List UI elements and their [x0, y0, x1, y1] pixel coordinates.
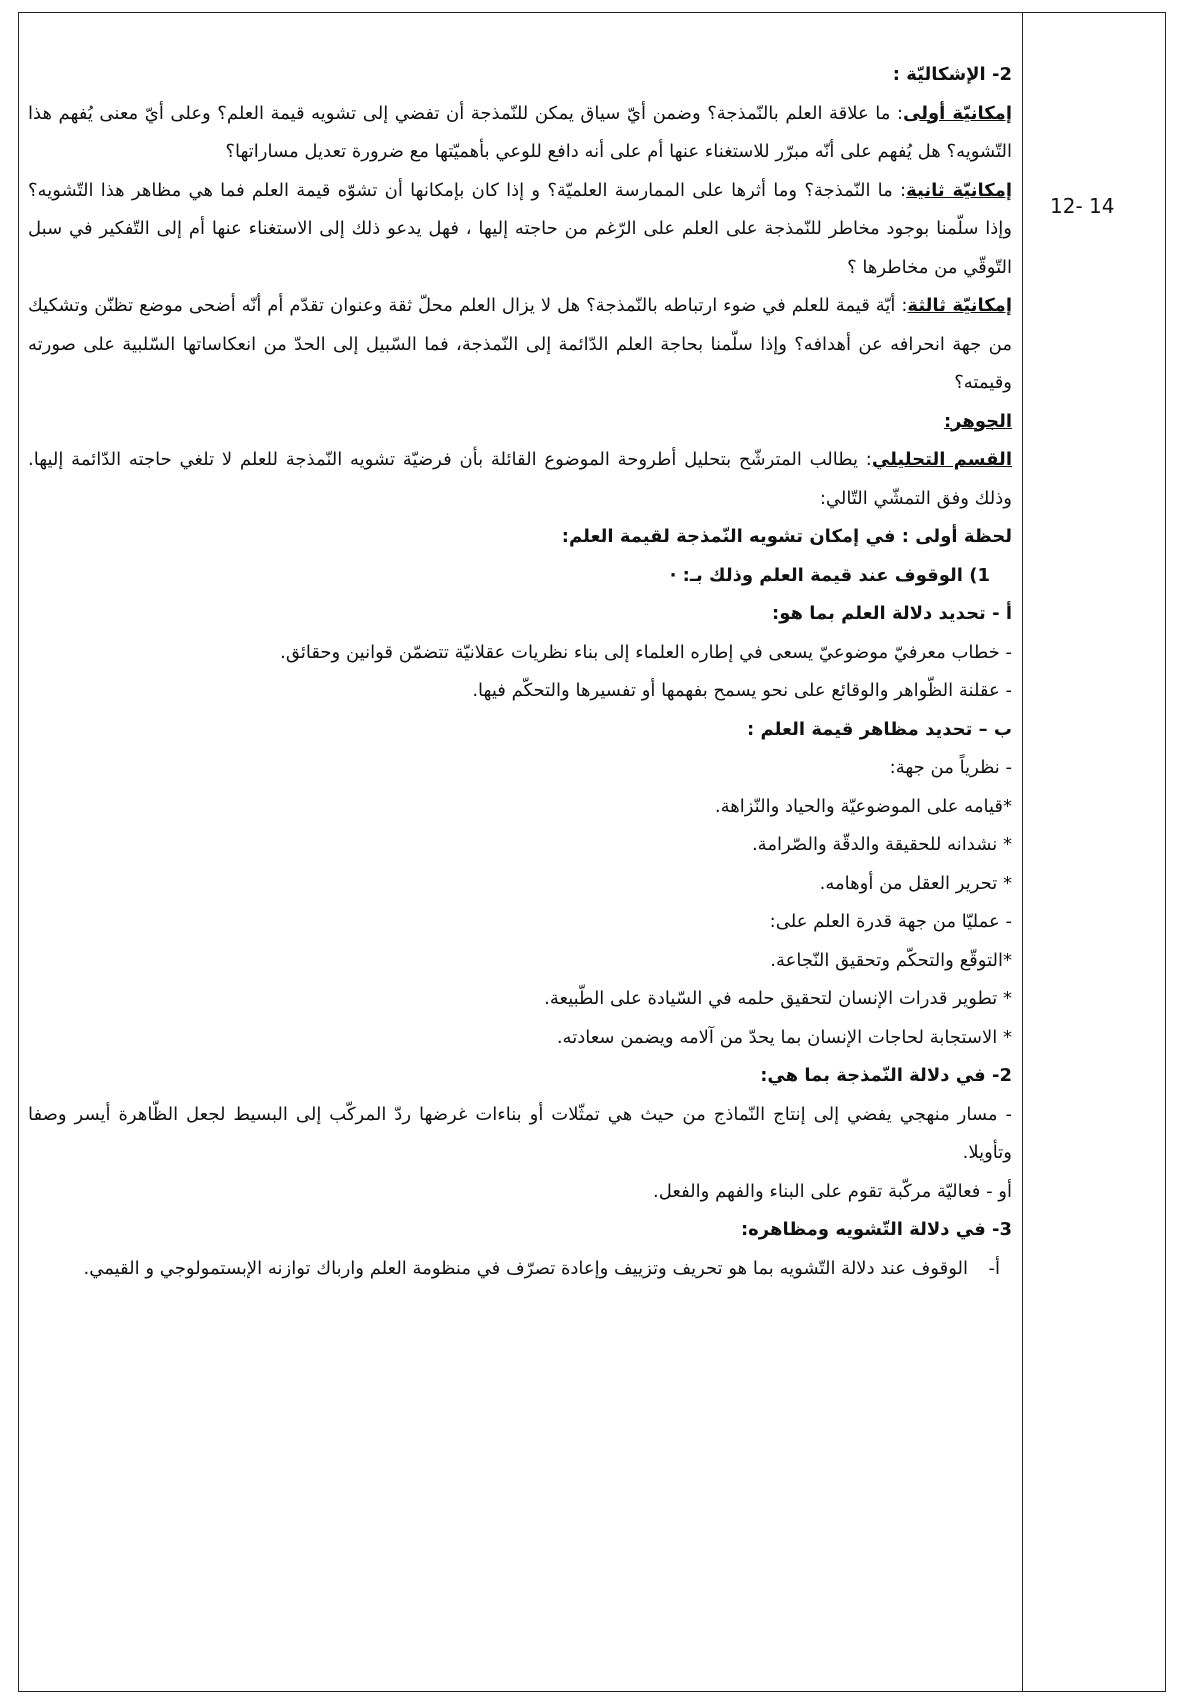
- sub-a-item: - عقلنة الظّواهر والوقائع على نحو يسمح بفهمها أو تفسيرها والتحكّم فيها.: [472, 680, 1012, 701]
- section-title: 2- الإشكاليّة :: [892, 64, 1012, 85]
- problem-1-text: : ما علاقة العلم بالنّمذجة؟ وضمن أيّ سياق يمكن للنّمذجة أن تفضي إلى تشويه قيمة العلم؟ وعلى أيّ معنى يُفهم هذا التّشويه؟ هل يُفهم على أنّه مبرّر للاستغناء عنها أم على أنه دافع للوعي بأهميّتها مع ضرورة تعديل مساراتها؟: [28, 102, 1012, 162]
- analytic-text: : يطالب المترشّح بتحليل أطروحة الموضوع القائلة بأن فرضيّة تشويه النّمذجة للعلم لا تلغي حاجته الدّائمة إليها. وذلك وفق التمشّي التّالي:: [28, 449, 1012, 509]
- theory-head: - نظرياً من جهة:: [889, 757, 1012, 778]
- problem-2: [28, 172, 1012, 288]
- core-title: [28, 403, 1012, 442]
- theory-item: * نشدانه للحقيقة والدقّة والصّرامة.: [751, 834, 1012, 855]
- problem-2-text: : ما النّمذجة؟ وما أثرها على الممارسة العلميّة؟ و إذا كان بإمكانها أن تشوّه قيمة العلم فما هي مظاهر هذا التّشويه؟ وإذا سلّمنا بوجود مخاطر للنّمذجة على العلم على الرّغم من حاجته إليها ، فهل يدعو ذلك إلى الاستغناء عنها أم إلى التّفكير في سبل التّوقّي من مخاطرها ؟: [28, 179, 1012, 278]
- analytic-section: [28, 441, 1012, 518]
- step-2-title: 2- في دلالة النّمذجة بما هي:: [760, 1065, 1012, 1086]
- practice-item: * تطوير قدرات الإنسان لتحقيق حلمه في السّيادة على الطّبيعة.: [544, 988, 1012, 1009]
- step-3-title: 3- في دلالة التّشويه ومظاهره:: [740, 1219, 1012, 1240]
- column-divider: [1022, 12, 1023, 1692]
- analytic-label: القسم التحليلي: [871, 449, 1012, 470]
- step-2-item: أو - فعاليّة مركّبة تقوم على البناء والفهم والفعل.: [653, 1180, 1012, 1202]
- problem-3-text: : أيّة قيمة للعلم في ضوء ارتباطه بالنّمذجة؟ هل لا يزال العلم محلّ ثقة وعنوان تقدّم أم أنّه أضحى موضع تظنّن وتشكيك من جهة انحرافه عن أهدافه؟ وإذا سلّمنا بحاجة العلم الدّائمة إلى النّمذجة، فما السّبيل إلى الحدّ من انعكاساتها السّلبية على صورته وقيمته؟: [28, 295, 1012, 393]
- problem-1: [28, 95, 1012, 172]
- problem-1-label: إمكانيّة أولى: [903, 102, 1012, 124]
- sub-b-title: ب – تحديد مظاهر قيمة العلم :: [747, 718, 1012, 740]
- score-label: 12- 14: [1050, 194, 1115, 218]
- step-1: 1) الوقوف عند قيمة العلم وذلك بـ: ·: [669, 564, 990, 586]
- sub-a-title: أ - تحديد دلالة العلم بما هو:: [772, 603, 1012, 624]
- core-title-text: الجوهر:: [943, 410, 1012, 432]
- problem-2-label: إمكانيّة ثانية: [906, 179, 1013, 201]
- practice-item: *التوقّع والتحكّم وتحقيق النّجاعة.: [770, 949, 1012, 971]
- step-3-item: [28, 1250, 1012, 1289]
- problem-3: [28, 287, 1012, 403]
- theory-item: * تحرير العقل من أوهامه.: [819, 872, 1012, 894]
- sub-a-item: - خطاب معرفيّ موضوعيّ يسعى في إطاره العلماء إلى بناء نظريات عقلانيّة تتضمّن قوانين وحقائق.: [280, 641, 1012, 663]
- problem-3-label: إمكانيّة ثالثة: [907, 295, 1012, 316]
- theory-item: *قيامه على الموضوعيّة والحياد والنّزاهة.: [714, 795, 1012, 817]
- moment-1: لحظة أولى : في إمكان تشويه النّمذجة لقيمة العلم:: [561, 526, 1012, 547]
- step-3-item-mark: أ-: [988, 1257, 1000, 1279]
- practice-head: - عمليّا من جهة قدرة العلم على:: [769, 911, 1012, 932]
- step-3-item-text: الوقوف عند دلالة التّشويه بما هو تحريف وتزييف وإعادة تصرّف في منظومة العلم وارباك توازنه الإبستمولوجي و القيمي.: [83, 1257, 968, 1279]
- step-2-item: - مسار منهجي يفضي إلى إنتاج النّماذج من حيث هي تمثّلات أو بناءات غرضها ردّ المركّب إلى البسيط لجعل الظّاهرة أيسر وصفا وتأويلا.: [28, 1103, 1012, 1163]
- practice-item: * الاستجابة لحاجات الإنسان بما يحدّ من آلامه ويضمن سعادته.: [556, 1026, 1012, 1048]
- document-body: [28, 56, 1012, 1288]
